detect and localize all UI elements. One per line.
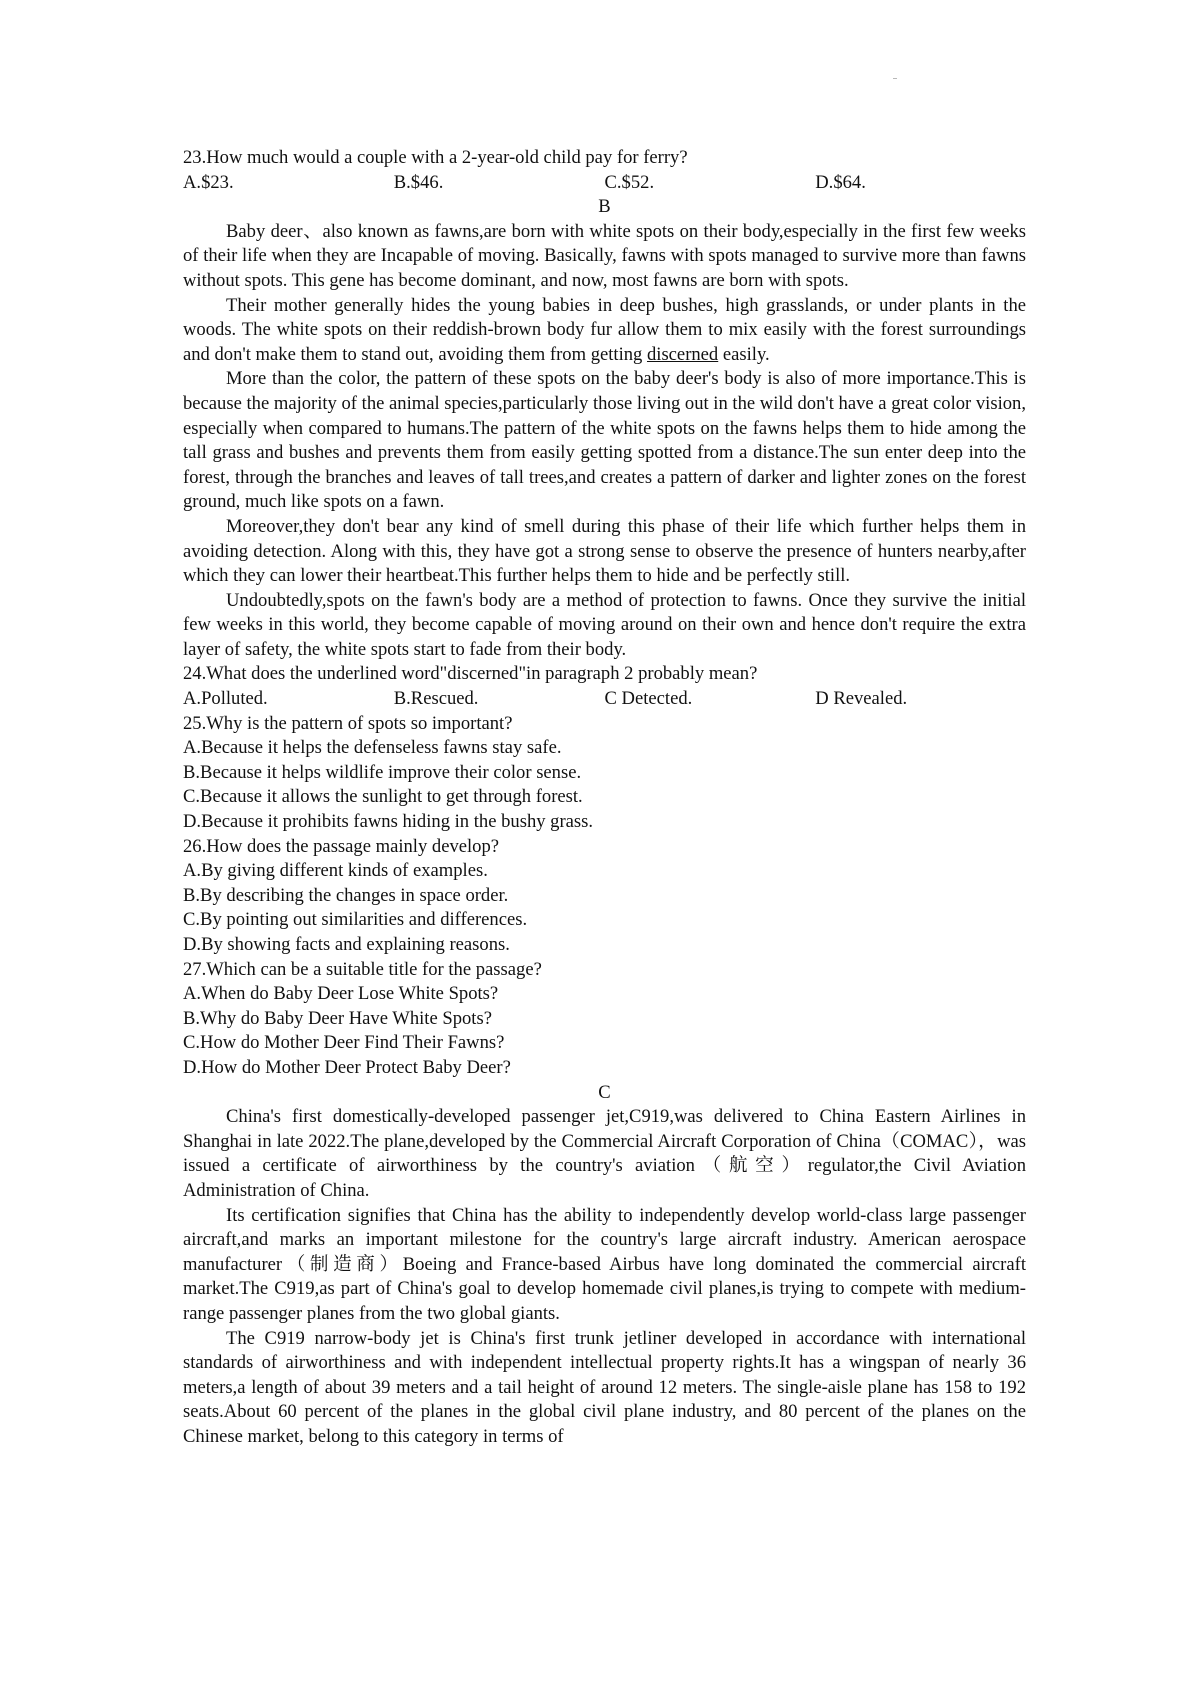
underlined-word: discerned: [646, 343, 719, 365]
option-b: B.Rescued.: [393, 688, 479, 710]
option-c: C Detected.: [604, 688, 693, 710]
section-c-label: C: [598, 1081, 611, 1103]
section-b-paragraph-4: Moreover,they don't bear any kind of smell during this phase of their life which further helps them in avoiding detection. Along with this, they have got a strong sense to observe the presence of hunters nearby,after which they can lower their heartbeat.This further helps them to hide and be perfectly still.: [183, 515, 1026, 587]
exam-page: [183, 146, 1026, 1449]
section-b-paragraph-3: More than the color, the pattern of these spots on the baby deer's body is also of more importance.This is because the majority of the animal species,particularly those living out in the wild don't have a great color vision, especially when compared to humans.The pattern of the white spots on the fawns helps them to hide among the tall grass and bushes and prevents them from easily getting spotted from a distance.The sun enter deep into the forest, through the branches and leaves of tall trees,and creates a pattern of darker and lighter zones on the forest ground, much like spots on a fawn.: [183, 368, 1026, 513]
option-d: D.$64.: [815, 171, 866, 193]
question-24: 24.What does the underlined word"discerned"in paragraph 2 probably mean?: [183, 663, 758, 685]
option-b: B.Because it helps wildlife improve their color sense.: [183, 761, 582, 783]
option-c: C.How do Mother Deer Find Their Fawns?: [183, 1032, 505, 1054]
option-d: D.By showing facts and explaining reasons.: [183, 934, 510, 955]
option-b: B.$46.: [393, 171, 444, 193]
option-a: A.Polluted.: [183, 688, 268, 710]
section-c-paragraph-2: Its certification signifies that China has the ability to independently develop world-class large passenger aircraft,and marks an important milestone for the country's large aircraft industry. American aerospace manufacturer（制造商）Boeing and France-based Airbus have long dominated the commercial aircraft market.The C919,as part of China's goal to develop homemade civil planes,is trying to compete with medium-range passenger planes from the two global giants.: [183, 1204, 1026, 1324]
option-a: A.When do Baby Deer Lose White Spots?: [183, 983, 499, 1005]
section-c-paragraph-1: China's first domestically-developed passenger jet,C919,was delivered to China Eastern Airlines in Shanghai in late 2022.The plane,developed by the Commercial Aircraft Corporation of China（COMAC），was issued a certificate of airworthiness by the country's aviation（航空）regulator,the Civil Aviation Administration of China.: [183, 1106, 1026, 1201]
section-b-paragraph-5: Undoubtedly,spots on the fawn's body are a method of protection to fawns. Once they survive the initial few weeks in this world, they become capable of moving around on their own and hence don't require the extra layer of safety, the white spots start to fade from their body.: [183, 589, 1026, 660]
option-d: D.How do Mother Deer Protect Baby Deer?: [183, 1056, 511, 1078]
option-c: C.By pointing out similarities and differences.: [183, 909, 528, 931]
question-27: 27.Which can be a suitable title for the passage?: [183, 958, 542, 980]
option-a: A.Because it helps the defenseless fawns stay safe.: [183, 737, 562, 759]
question-26: 26.How does the passage mainly develop?: [183, 835, 500, 857]
section-b-paragraph-1: Baby deer、also known as fawns,are born with white spots on their body,especially in the first few weeks of their life when they are Incapable of moving. Basically, fawns with spots managed to survive more than fawns without spots. This gene has become dominant, and now, most fawns are born with spots.: [183, 220, 1026, 291]
section-b-paragraph-2: Their mother generally hides the young babies in deep bushes, high grasslands, or under plants in the woods. The white spots on their reddish-brown body fur allow them to mix easily with the forest surroundings and don't make them to stand out, avoiding them from getting discerned easily.: [183, 294, 1026, 365]
option-b: B.By describing the changes in space order.: [183, 884, 509, 906]
option-a: A.By giving different kinds of examples.: [183, 860, 488, 882]
option-d: D.Because it prohibits fawns hiding in the bushy grass.: [183, 811, 594, 833]
question-24-options: [183, 687, 1026, 712]
section-b-label: B: [598, 196, 611, 218]
section-c-paragraph-3: The C919 narrow-body jet is China's first trunk jetliner developed in accordance with international standards of airworthiness and with independent intellectual property rights.It has a wingspan of nearly 36 meters,a length of about 39 meters and a tail height of around 12 meters. The single-aisle plane has 158 to 192 seats.About 60 percent of the planes in the global civil plane industry, and 80 percent of the planes on the Chinese market, belong to this category in terms of: [183, 1327, 1026, 1447]
question-25: 25.Why is the pattern of spots so important?: [183, 712, 513, 734]
option-c: C.$52.: [604, 171, 655, 193]
question-23: 23.How much would a couple with a 2-year-old child pay for ferry?: [183, 147, 688, 168]
question-23-options: [183, 171, 1026, 196]
scan-dot: [893, 78, 897, 79]
option-a: A.$23.: [183, 171, 234, 193]
option-b: B.Why do Baby Deer Have White Spots?: [183, 1007, 492, 1029]
option-d: D Revealed.: [815, 688, 908, 710]
option-c: C.Because it allows the sunlight to get through forest.: [183, 786, 583, 808]
